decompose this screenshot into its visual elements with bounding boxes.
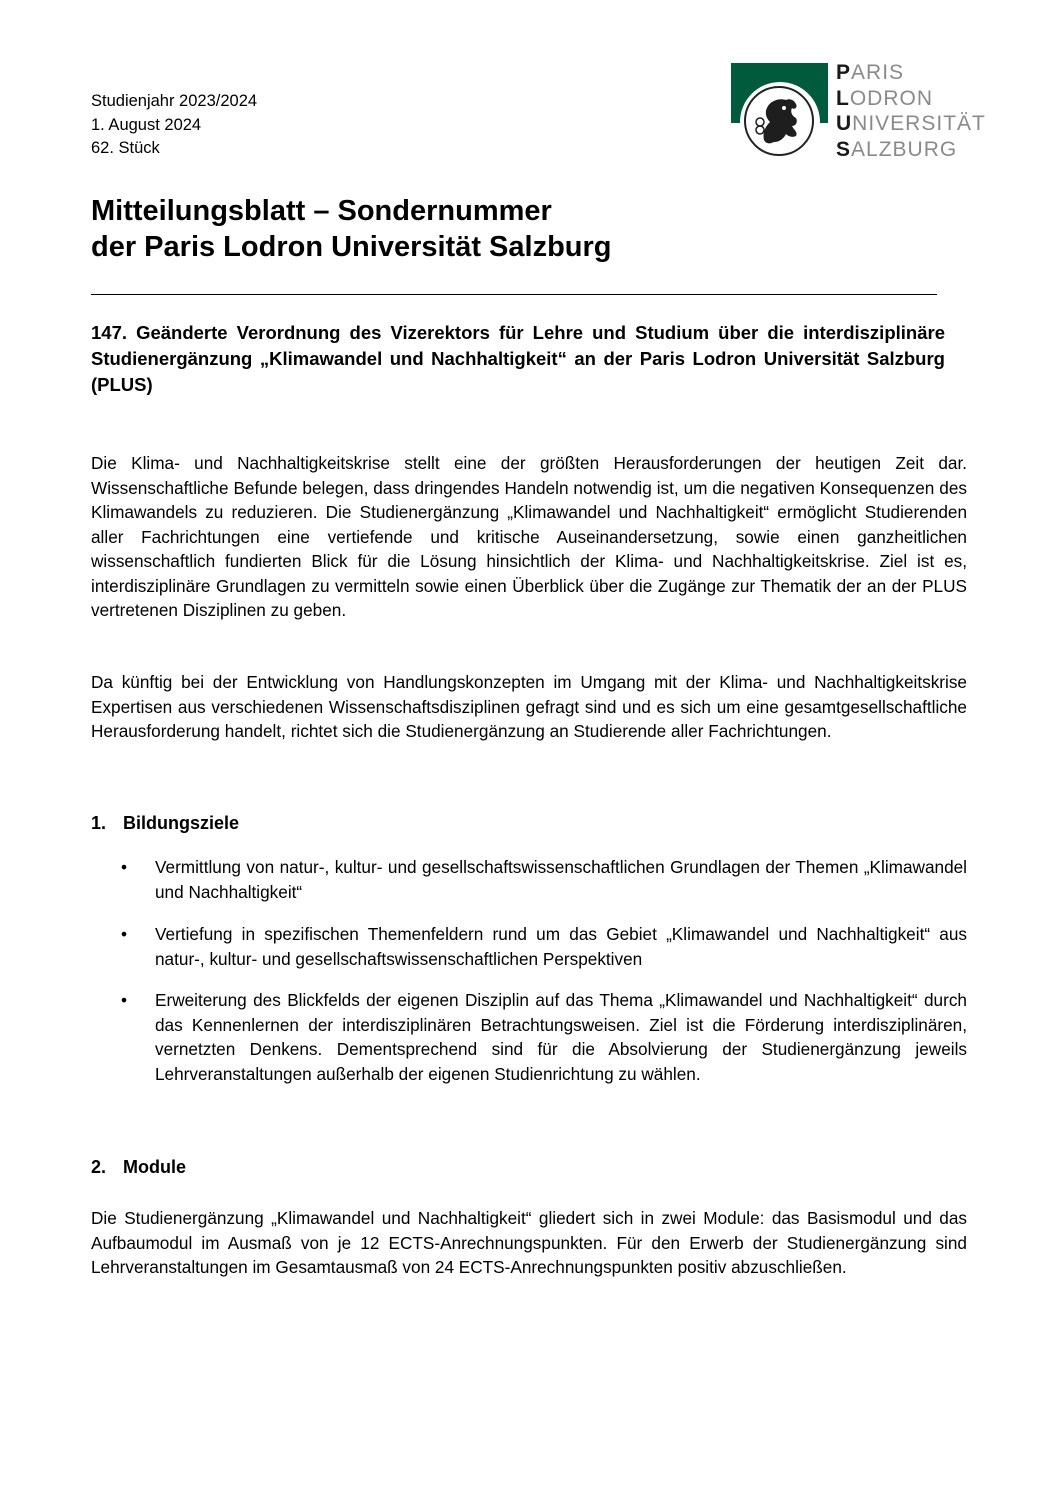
title-line-1: Mitteilungsblatt – Sondernummer [91, 195, 552, 227]
logo-line: LODRON [836, 86, 933, 110]
bullet-icon: • [121, 924, 128, 944]
section-number: 2. [91, 1157, 107, 1177]
title-divider [91, 294, 937, 295]
list-item [91, 855, 967, 904]
section-title: Module [123, 1157, 186, 1177]
issue-number: 62. Stück [91, 139, 160, 157]
logo-line: SALZBURG [836, 137, 958, 161]
section-title: Bildungsziele [123, 813, 240, 833]
logo-wordmark [836, 60, 986, 162]
section-number: 1. [91, 813, 107, 833]
issue-date: 1. August 2024 [91, 115, 202, 134]
module-paragraph: Die Studienergänzung „Klimawandel und Nachhaltigkeit“ gliedert sich in zwei Module: das Basismodul und das Aufbaumodul im Ausmaß von je 12 ECTS-Anrechnungspunkten. Für den Erwerb der Studienergänzung sind Lehrveranstaltungen im Gesamtausmaß von 24 ECTS-Anrechnungspunkten positiv abzuschließen. [91, 1208, 967, 1277]
academic-year: Studienjahr 2023/2024 [91, 92, 258, 110]
document-meta [91, 90, 257, 161]
list-item-text: Vermittlung von natur-, kultur- und gesellschaftswissenschaftlichen Grundlagen der Themen „Klimawandel und Nachhaltigkeit“ [155, 857, 967, 902]
list-item [91, 922, 967, 971]
intro-paragraph-2: Da künftig bei der Entwicklung von Handlungskonzepten im Umgang mit der Klima- und Nachhaltigkeitskrise Expertisen aus verschiedenen Wissenschaftsdisziplinen gefragt sind und es sich um eine gesamtgesellschaftliche Herausforderung handelt, richtet sich die Studienergänzung an Studierende aller Fachrichtungen. [91, 672, 967, 741]
list-item-text: Erweiterung des Blickfelds der eigenen Disziplin auf das Thema „Klimawandel und Nachhaltigkeit“ durch das Kennenlernen der interdisziplinären Betrachtungsweisen. Ziel ist die Förderung interdisziplinären, vernetzten Denkens. Dementsprechend sind für die Absolvierung der Studienergänzung jeweils Lehrveranstaltungen außerhalb der eigenen Studienrichtung zu wählen. [155, 990, 967, 1084]
page-title [91, 193, 612, 265]
section-heading-module [91, 1157, 186, 1178]
list-item [91, 988, 967, 1086]
section-heading-bildungsziele [91, 813, 239, 834]
bullet-icon: • [121, 857, 128, 877]
logo-line: PARIS [836, 61, 905, 84]
regulation-heading: 147. Geänderte Verordnung des Vizerektors für Lehre und Studium über die interdisziplinäre Studienergänzung „Klimawandel und Nachhaltigkeit“ an der Paris Lodron Universität Salzburg (PLUS) [91, 322, 945, 395]
university-logo [730, 62, 1000, 167]
logo-line: UNIVERSITÄT [836, 112, 986, 135]
intro-paragraph-1: Die Klima- und Nachhaltigkeitskrise stellt eine der größten Herausforderungen der heutigen Zeit dar. Wissenschaftliche Befunde belegen, dass dringendes Handeln notwendig ist, um die negativen Konsequenzen des Klimawandels zu reduzieren. Die Studienergänzung „Klimawandel und Nachhaltigkeit“ ermöglicht Studierenden aller Fachrichtungen eine vertiefende und kritische Auseinandersetzung, sowie einen ganzheitlichen wissenschaftlich fundierten Blick für die Lösung hinsichtlich der Klima- und Nachhaltigkeitskrise. Ziel ist es, interdisziplinäre Grundlagen zu vermitteln sowie einen Überblick über die Zugänge zur Thematik der an der PLUS vertretenen Disziplinen zu geben. [91, 453, 967, 620]
bullet-icon: • [121, 990, 128, 1010]
lion-emblem-icon [744, 86, 814, 156]
list-item-text: Vertiefung in spezifischen Themenfeldern rund um das Gebiet „Klimawandel und Nachhaltigkeit“ aus natur-, kultur- und gesellschaftswissenschaftlichen Perspektiven [155, 924, 967, 969]
title-line-2: der Paris Lodron Universität Salzburg [91, 231, 612, 263]
